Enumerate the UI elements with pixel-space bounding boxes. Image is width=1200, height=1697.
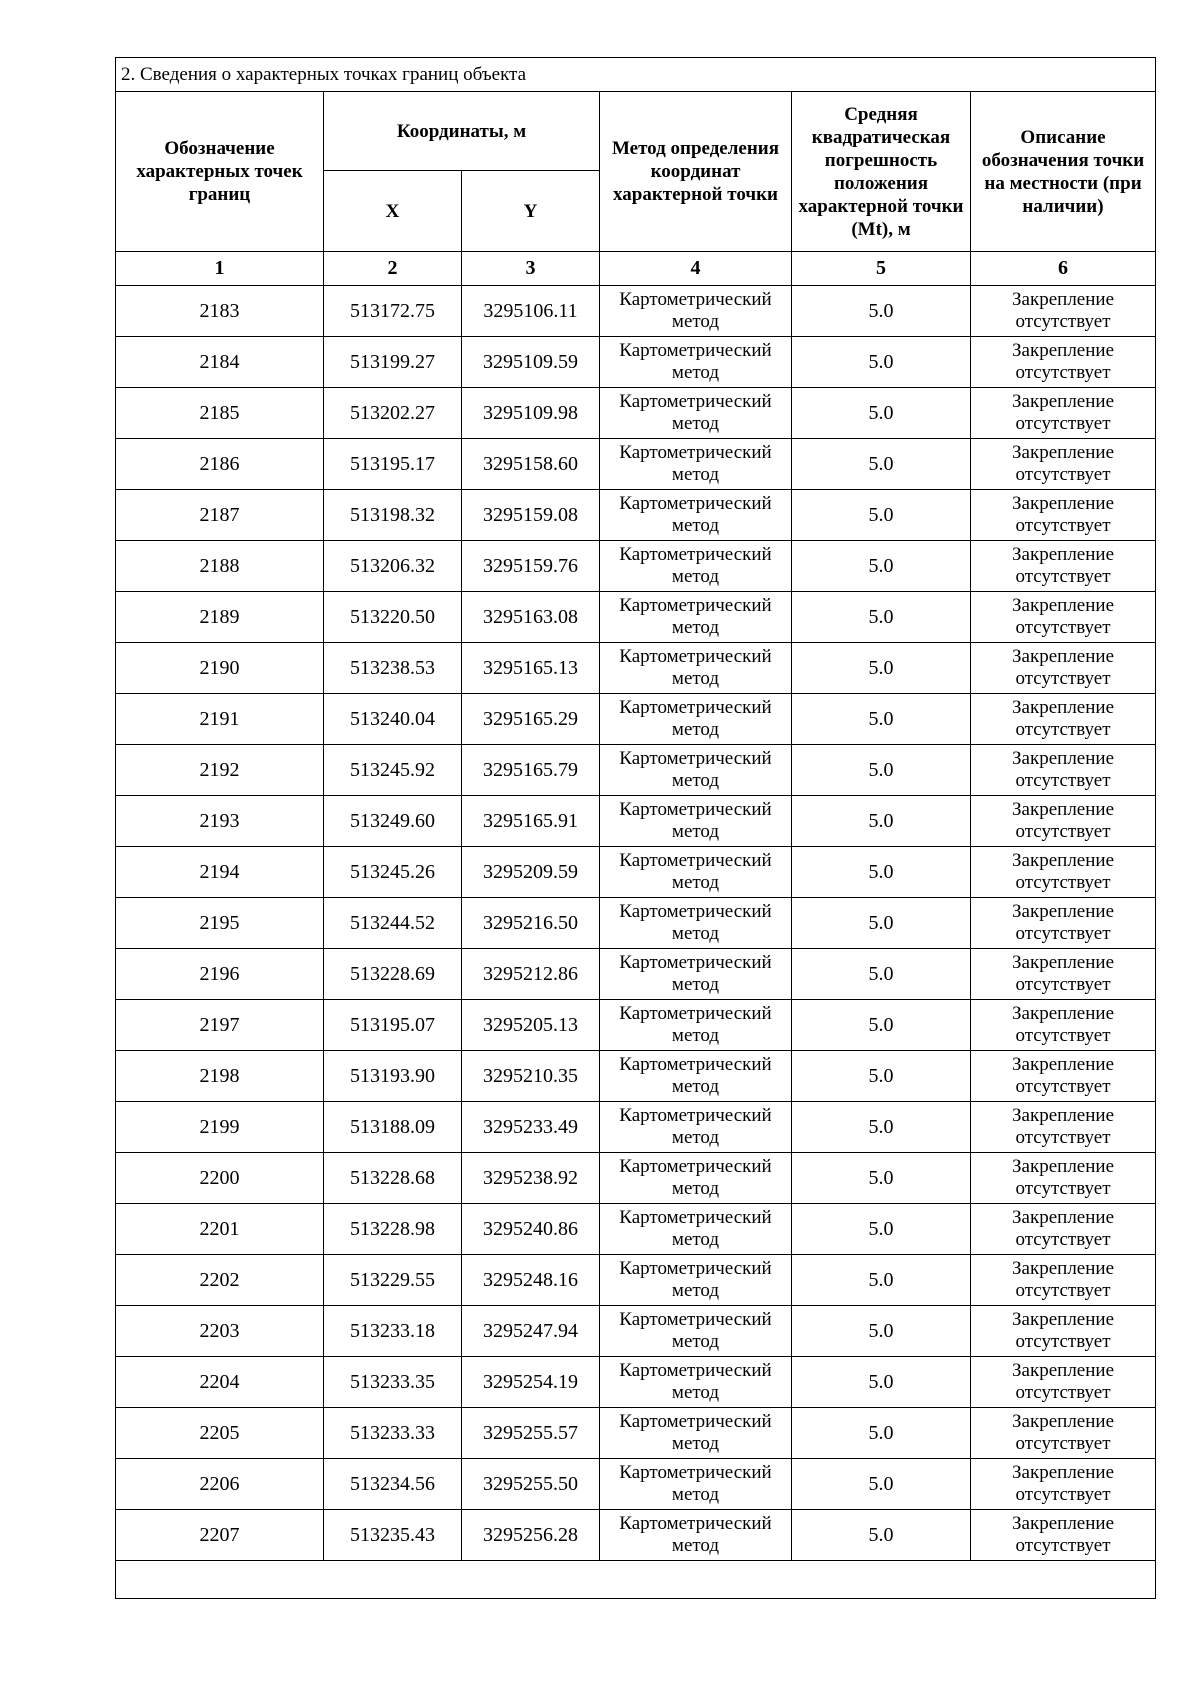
y-coordinate-cell: 3295165.29 <box>462 694 600 745</box>
error-cell: 5.0 <box>792 745 971 796</box>
point-cell: 2196 <box>116 949 324 1000</box>
error-cell: 5.0 <box>792 541 971 592</box>
table-row <box>116 337 1156 388</box>
description-cell: Закрепление отсутствует <box>971 1051 1156 1102</box>
point-cell: 2198 <box>116 1051 324 1102</box>
table-row <box>116 388 1156 439</box>
x-coordinate-cell: 513233.33 <box>324 1408 462 1459</box>
method-cell: Картометрический метод <box>600 1459 792 1510</box>
error-cell: 5.0 <box>792 337 971 388</box>
y-coordinate-cell: 3295233.49 <box>462 1102 600 1153</box>
y-coordinate-cell: 3295159.76 <box>462 541 600 592</box>
error-cell: 5.0 <box>792 1306 971 1357</box>
y-coordinate-cell: 3295109.59 <box>462 337 600 388</box>
method-cell: Картометрический метод <box>600 286 792 337</box>
method-cell: Картометрический метод <box>600 1306 792 1357</box>
y-coordinate-cell: 3295254.19 <box>462 1357 600 1408</box>
description-cell: Закрепление отсутствует <box>971 286 1156 337</box>
description-cell: Закрепление отсутствует <box>971 643 1156 694</box>
description-cell: Закрепление отсутствует <box>971 1000 1156 1051</box>
table-row <box>116 1306 1156 1357</box>
point-cell: 2185 <box>116 388 324 439</box>
section-title-row <box>116 58 1156 92</box>
point-cell: 2183 <box>116 286 324 337</box>
description-cell: Закрепление отсутствует <box>971 847 1156 898</box>
table-row <box>116 1153 1156 1204</box>
x-coordinate-cell: 513249.60 <box>324 796 462 847</box>
x-coordinate-cell: 513202.27 <box>324 388 462 439</box>
column-number: 6 <box>971 252 1156 286</box>
description-cell: Закрепление отсутствует <box>971 541 1156 592</box>
x-coordinate-cell: 513233.35 <box>324 1357 462 1408</box>
description-cell: Закрепление отсутствует <box>971 949 1156 1000</box>
x-coordinate-cell: 513240.04 <box>324 694 462 745</box>
x-coordinate-cell: 513199.27 <box>324 337 462 388</box>
point-cell: 2186 <box>116 439 324 490</box>
method-cell: Картометрический метод <box>600 1255 792 1306</box>
y-coordinate-cell: 3295205.13 <box>462 1000 600 1051</box>
error-cell: 5.0 <box>792 1459 971 1510</box>
y-coordinate-cell: 3295255.50 <box>462 1459 600 1510</box>
error-cell: 5.0 <box>792 1051 971 1102</box>
x-coordinate-cell: 513195.07 <box>324 1000 462 1051</box>
point-cell: 2187 <box>116 490 324 541</box>
x-coordinate-cell: 513195.17 <box>324 439 462 490</box>
point-cell: 2188 <box>116 541 324 592</box>
column-number: 2 <box>324 252 462 286</box>
point-cell: 2189 <box>116 592 324 643</box>
header-method: Метод определения координат характерной точки <box>600 92 792 252</box>
description-cell: Закрепление отсутствует <box>971 490 1156 541</box>
table-row <box>116 439 1156 490</box>
description-cell: Закрепление отсутствует <box>971 1204 1156 1255</box>
header-y: Y <box>462 171 600 252</box>
method-cell: Картометрический метод <box>600 1051 792 1102</box>
y-coordinate-cell: 3295255.57 <box>462 1408 600 1459</box>
y-coordinate-cell: 3295165.91 <box>462 796 600 847</box>
x-coordinate-cell: 513245.26 <box>324 847 462 898</box>
column-number: 3 <box>462 252 600 286</box>
x-coordinate-cell: 513228.68 <box>324 1153 462 1204</box>
header-row <box>116 92 1156 171</box>
table-row <box>116 541 1156 592</box>
point-cell: 2201 <box>116 1204 324 1255</box>
error-cell: 5.0 <box>792 592 971 643</box>
x-coordinate-cell: 513238.53 <box>324 643 462 694</box>
x-coordinate-cell: 513198.32 <box>324 490 462 541</box>
description-cell: Закрепление отсутствует <box>971 592 1156 643</box>
x-coordinate-cell: 513233.18 <box>324 1306 462 1357</box>
point-cell: 2197 <box>116 1000 324 1051</box>
column-number: 1 <box>116 252 324 286</box>
y-coordinate-cell: 3295159.08 <box>462 490 600 541</box>
x-coordinate-cell: 513244.52 <box>324 898 462 949</box>
point-cell: 2200 <box>116 1153 324 1204</box>
y-coordinate-cell: 3295240.86 <box>462 1204 600 1255</box>
description-cell: Закрепление отсутствует <box>971 1408 1156 1459</box>
description-cell: Закрепление отсутствует <box>971 1510 1156 1561</box>
point-cell: 2184 <box>116 337 324 388</box>
y-coordinate-cell: 3295106.11 <box>462 286 600 337</box>
header-point-designation: Обозначение характерных точек границ <box>116 92 324 252</box>
table-row <box>116 643 1156 694</box>
description-cell: Закрепление отсутствует <box>971 1306 1156 1357</box>
table-row <box>116 1204 1156 1255</box>
table-row <box>116 745 1156 796</box>
table-row <box>116 1459 1156 1510</box>
table-row <box>116 694 1156 745</box>
column-numbers-row <box>116 252 1156 286</box>
table-row <box>116 1000 1156 1051</box>
section-title: 2. Сведения о характерных точках границ объекта <box>116 58 1156 92</box>
point-cell: 2195 <box>116 898 324 949</box>
description-cell: Закрепление отсутствует <box>971 1102 1156 1153</box>
x-coordinate-cell: 513228.69 <box>324 949 462 1000</box>
point-cell: 2190 <box>116 643 324 694</box>
error-cell: 5.0 <box>792 1357 971 1408</box>
method-cell: Картометрический метод <box>600 592 792 643</box>
x-coordinate-cell: 513193.90 <box>324 1051 462 1102</box>
y-coordinate-cell: 3295209.59 <box>462 847 600 898</box>
y-coordinate-cell: 3295163.08 <box>462 592 600 643</box>
description-cell: Закрепление отсутствует <box>971 337 1156 388</box>
error-cell: 5.0 <box>792 1204 971 1255</box>
method-cell: Картометрический метод <box>600 1102 792 1153</box>
table-row <box>116 898 1156 949</box>
description-cell: Закрепление отсутствует <box>971 1255 1156 1306</box>
x-coordinate-cell: 513206.32 <box>324 541 462 592</box>
y-coordinate-cell: 3295109.98 <box>462 388 600 439</box>
table-row <box>116 490 1156 541</box>
point-cell: 2205 <box>116 1408 324 1459</box>
description-cell: Закрепление отсутствует <box>971 796 1156 847</box>
point-cell: 2204 <box>116 1357 324 1408</box>
point-cell: 2194 <box>116 847 324 898</box>
method-cell: Картометрический метод <box>600 337 792 388</box>
column-number: 5 <box>792 252 971 286</box>
description-cell: Закрепление отсутствует <box>971 694 1156 745</box>
header-coordinates: Координаты, м <box>324 92 600 171</box>
table-row <box>116 847 1156 898</box>
boundary-points-table <box>115 57 1156 1599</box>
column-number: 4 <box>600 252 792 286</box>
method-cell: Картометрический метод <box>600 541 792 592</box>
point-cell: 2199 <box>116 1102 324 1153</box>
point-cell: 2192 <box>116 745 324 796</box>
point-cell: 2191 <box>116 694 324 745</box>
y-coordinate-cell: 3295256.28 <box>462 1510 600 1561</box>
error-cell: 5.0 <box>792 286 971 337</box>
table-row <box>116 1255 1156 1306</box>
x-coordinate-cell: 513235.43 <box>324 1510 462 1561</box>
y-coordinate-cell: 3295238.92 <box>462 1153 600 1204</box>
point-cell: 2203 <box>116 1306 324 1357</box>
table-row <box>116 1510 1156 1561</box>
error-cell: 5.0 <box>792 1510 971 1561</box>
method-cell: Картометрический метод <box>600 1153 792 1204</box>
point-cell: 2206 <box>116 1459 324 1510</box>
point-cell: 2202 <box>116 1255 324 1306</box>
description-cell: Закрепление отсутствует <box>971 898 1156 949</box>
method-cell: Картометрический метод <box>600 1408 792 1459</box>
table-row <box>116 592 1156 643</box>
y-coordinate-cell: 3295212.86 <box>462 949 600 1000</box>
x-coordinate-cell: 513172.75 <box>324 286 462 337</box>
method-cell: Картометрический метод <box>600 439 792 490</box>
y-coordinate-cell: 3295210.35 <box>462 1051 600 1102</box>
method-cell: Картометрический метод <box>600 796 792 847</box>
method-cell: Картометрический метод <box>600 898 792 949</box>
y-coordinate-cell: 3295158.60 <box>462 439 600 490</box>
method-cell: Картометрический метод <box>600 949 792 1000</box>
empty-cell <box>116 1561 1156 1599</box>
error-cell: 5.0 <box>792 694 971 745</box>
error-cell: 5.0 <box>792 490 971 541</box>
description-cell: Закрепление отсутствует <box>971 745 1156 796</box>
header-error: Средняя квадратическая погрешность положения характерной точки (Mt), м <box>792 92 971 252</box>
y-coordinate-cell: 3295165.13 <box>462 643 600 694</box>
header-description: Описание обозначения точки на местности (при наличии) <box>971 92 1156 252</box>
error-cell: 5.0 <box>792 1408 971 1459</box>
table-row <box>116 1051 1156 1102</box>
point-cell: 2207 <box>116 1510 324 1561</box>
table-row <box>116 1357 1156 1408</box>
error-cell: 5.0 <box>792 1255 971 1306</box>
method-cell: Картометрический метод <box>600 1000 792 1051</box>
y-coordinate-cell: 3295216.50 <box>462 898 600 949</box>
point-cell: 2193 <box>116 796 324 847</box>
description-cell: Закрепление отсутствует <box>971 1153 1156 1204</box>
table-row <box>116 1102 1156 1153</box>
x-coordinate-cell: 513234.56 <box>324 1459 462 1510</box>
header-x: X <box>324 171 462 252</box>
x-coordinate-cell: 513229.55 <box>324 1255 462 1306</box>
error-cell: 5.0 <box>792 1102 971 1153</box>
table-row <box>116 949 1156 1000</box>
method-cell: Картометрический метод <box>600 847 792 898</box>
error-cell: 5.0 <box>792 388 971 439</box>
empty-row <box>116 1561 1156 1599</box>
error-cell: 5.0 <box>792 847 971 898</box>
description-cell: Закрепление отсутствует <box>971 439 1156 490</box>
error-cell: 5.0 <box>792 796 971 847</box>
method-cell: Картометрический метод <box>600 694 792 745</box>
error-cell: 5.0 <box>792 949 971 1000</box>
description-cell: Закрепление отсутствует <box>971 1357 1156 1408</box>
description-cell: Закрепление отсутствует <box>971 1459 1156 1510</box>
error-cell: 5.0 <box>792 1153 971 1204</box>
table-row <box>116 1408 1156 1459</box>
x-coordinate-cell: 513220.50 <box>324 592 462 643</box>
method-cell: Картометрический метод <box>600 490 792 541</box>
method-cell: Картометрический метод <box>600 1510 792 1561</box>
y-coordinate-cell: 3295248.16 <box>462 1255 600 1306</box>
y-coordinate-cell: 3295247.94 <box>462 1306 600 1357</box>
method-cell: Картометрический метод <box>600 643 792 694</box>
method-cell: Картометрический метод <box>600 745 792 796</box>
y-coordinate-cell: 3295165.79 <box>462 745 600 796</box>
description-cell: Закрепление отсутствует <box>971 388 1156 439</box>
x-coordinate-cell: 513188.09 <box>324 1102 462 1153</box>
error-cell: 5.0 <box>792 898 971 949</box>
error-cell: 5.0 <box>792 439 971 490</box>
document-sheet <box>115 57 1155 1599</box>
method-cell: Картометрический метод <box>600 1357 792 1408</box>
error-cell: 5.0 <box>792 1000 971 1051</box>
method-cell: Картометрический метод <box>600 1204 792 1255</box>
error-cell: 5.0 <box>792 643 971 694</box>
table-row <box>116 286 1156 337</box>
x-coordinate-cell: 513245.92 <box>324 745 462 796</box>
table-row <box>116 796 1156 847</box>
method-cell: Картометрический метод <box>600 388 792 439</box>
x-coordinate-cell: 513228.98 <box>324 1204 462 1255</box>
